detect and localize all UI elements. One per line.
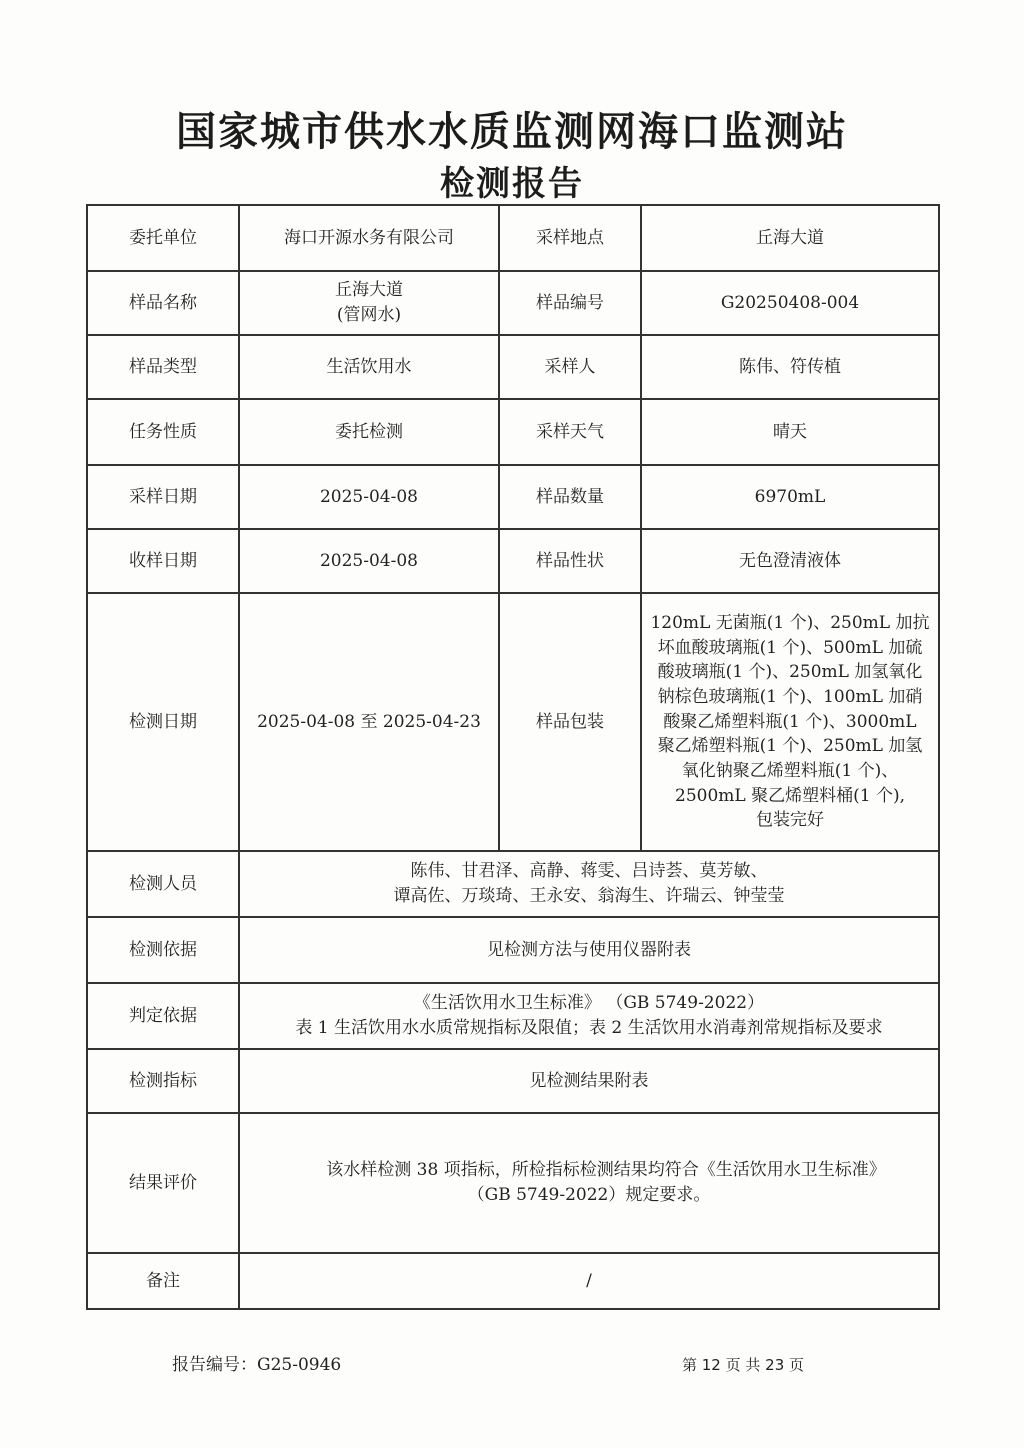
row-judgement (87, 983, 939, 1049)
testers-line2: 谭高佐、万琰琦、王永安、翁海生、许瑞云、钟莹莹 (393, 886, 785, 906)
row-sampling-date (87, 465, 939, 529)
value-testers (239, 851, 939, 917)
row-sample-type (87, 335, 939, 399)
value-sampler: 陈伟、符传植 (641, 335, 939, 399)
label-sample-type: 样品类型 (87, 335, 239, 399)
row-indicators (87, 1049, 939, 1113)
value-evaluation (239, 1113, 939, 1253)
row-evaluation (87, 1113, 939, 1253)
packaging-line: 钠棕色玻璃瓶(1 个)、100mL 加硝 (657, 687, 923, 708)
report-subtitle: 检测报告 (440, 164, 584, 204)
row-client (87, 205, 939, 271)
label-sample-quantity: 样品数量 (499, 465, 641, 529)
judgement-line2: 表 1 生活饮用水水质常规指标及限值；表 2 生活饮用水消毒剂常规指标及要求 (295, 1018, 883, 1038)
page-number: 第 12 页 共 23 页 (682, 1356, 805, 1374)
testers-line1: 陈伟、甘君泽、高静、蒋雯、吕诗荟、莫芳敏、 (410, 861, 768, 882)
row-remarks (87, 1253, 939, 1309)
label-packaging: 样品包装 (499, 593, 641, 851)
label-sample-name: 样品名称 (87, 271, 239, 335)
sample-name-line1: 丘海大道 (335, 280, 403, 301)
packaging-line: 酸玻璃瓶(1 个)、250mL 加氢氧化 (657, 662, 923, 683)
row-receive-date (87, 529, 939, 593)
value-indicators: 见检测结果附表 (239, 1049, 939, 1113)
label-sampling-location: 采样地点 (499, 205, 641, 271)
label-testers: 检测人员 (87, 851, 239, 917)
label-judgement: 判定依据 (87, 983, 239, 1049)
evaluation-line1: 该水样检测 38 项指标，所检指标检测结果均符合《生活饮用水卫生标准》 (326, 1160, 886, 1181)
value-sample-name (239, 271, 499, 335)
report-table (86, 204, 940, 1310)
label-sample-id: 样品编号 (499, 271, 641, 335)
label-basis: 检测依据 (87, 917, 239, 983)
value-sample-id: G20250408-004 (641, 271, 939, 335)
label-test-date: 检测日期 (87, 593, 239, 851)
value-sample-type: 生活饮用水 (239, 335, 499, 399)
value-test-date: 2025-04-08 至 2025-04-23 (239, 593, 499, 851)
judgement-line1: 《生活饮用水卫生标准》 （GB 5749-2022） (413, 993, 765, 1014)
packaging-line: 包装完好 (756, 810, 824, 831)
row-test-date (87, 593, 939, 851)
row-basis (87, 917, 939, 983)
label-receive-date: 收样日期 (87, 529, 239, 593)
value-receive-date: 2025-04-08 (239, 529, 499, 593)
value-sample-quantity: 6970mL (641, 465, 939, 529)
label-sampling-date: 采样日期 (87, 465, 239, 529)
value-basis: 见检测方法与使用仪器附表 (239, 917, 939, 983)
label-remarks: 备注 (87, 1253, 239, 1309)
value-sampling-location: 丘海大道 (641, 205, 939, 271)
packaging-line: 氧化钠聚乙烯塑料瓶(1 个)、 (681, 760, 899, 781)
value-sampling-date: 2025-04-08 (239, 465, 499, 529)
label-sample-appearance: 样品性状 (499, 529, 641, 593)
value-client: 海口开源水务有限公司 (239, 205, 499, 271)
label-task: 任务性质 (87, 399, 239, 465)
label-sampler: 采样人 (499, 335, 641, 399)
packaging-line: 2500mL 聚乙烯塑料桶(1 个), (675, 785, 905, 806)
report-number: 报告编号：G25-0946 (172, 1355, 342, 1375)
sample-name-line2: (管网水) (336, 305, 402, 325)
label-client: 委托单位 (87, 205, 239, 271)
row-testers (87, 851, 939, 917)
value-weather: 晴天 (641, 399, 939, 465)
label-indicators: 检测指标 (87, 1049, 239, 1113)
packaging-line: 酸聚乙烯塑料瓶(1 个)、3000mL (663, 711, 917, 732)
value-packaging (641, 593, 939, 851)
row-sample-name (87, 271, 939, 335)
packaging-line: 聚乙烯塑料瓶(1 个)、250mL 加氢 (657, 736, 923, 757)
value-remarks: / (239, 1253, 939, 1309)
report-title: 国家城市供水水质监测网海口监测站 (176, 109, 848, 155)
value-judgement (239, 983, 939, 1049)
value-task: 委托检测 (239, 399, 499, 465)
row-task (87, 399, 939, 465)
value-sample-appearance: 无色澄清液体 (641, 529, 939, 593)
label-weather: 采样天气 (499, 399, 641, 465)
packaging-line: 120mL 无菌瓶(1 个)、250mL 加抗 (650, 613, 930, 634)
packaging-line: 坏血酸玻璃瓶(1 个)、500mL 加硫 (657, 637, 923, 658)
label-evaluation: 结果评价 (87, 1113, 239, 1253)
evaluation-line2: （GB 5749-2022）规定要求。 (467, 1185, 711, 1205)
